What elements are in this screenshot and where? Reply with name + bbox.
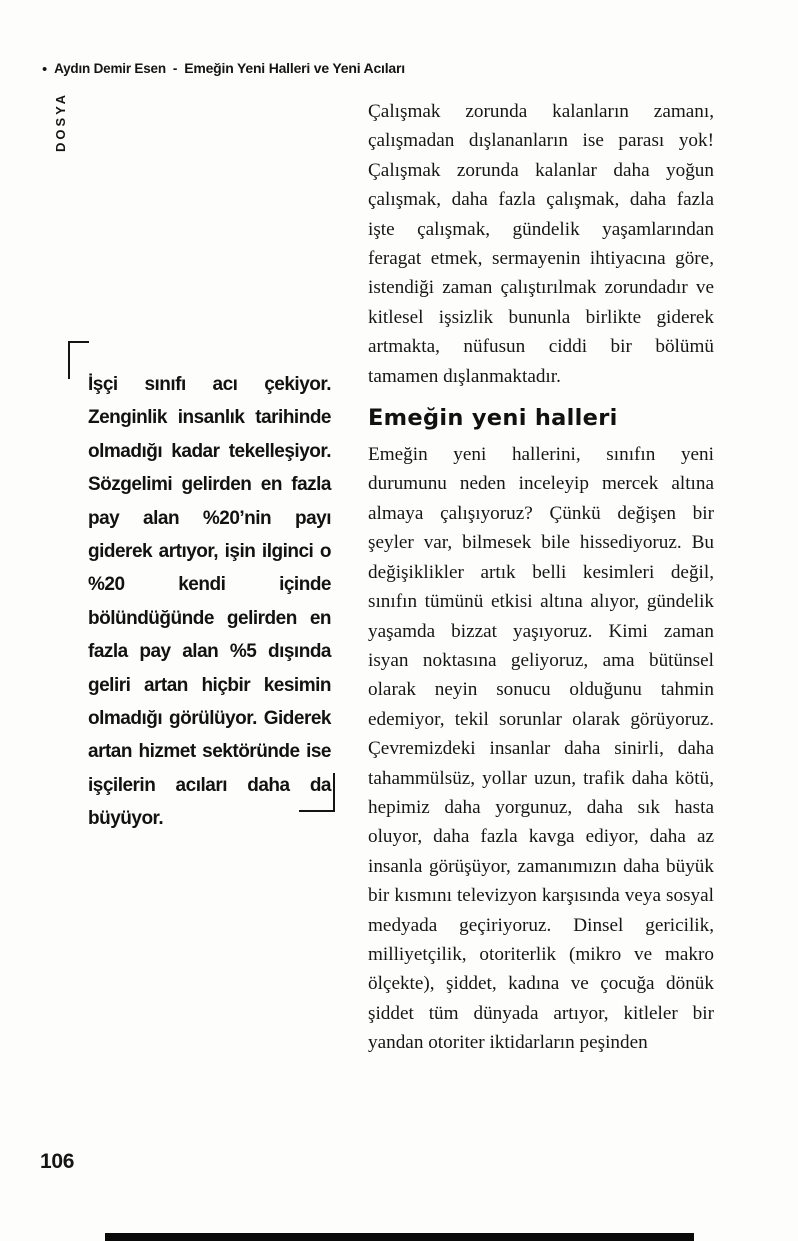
body-paragraph-2: Emeğin yeni hallerini, sınıfın yeni durumunu neden inceleyip mercek altına almaya çalışıyoruz? Çünkü değişen bir şeyler var, bilmesek bile hissediyoruz. Bu değişiklikler artık belli kesimleri değil, sınıfın tümünü etkisi altına alıyor, gündelik yaşamda bizzat yaşıyoruz. Kimi zaman isyan noktasına geliyoruz, ama bütünsel olarak neyin sonucu olduğunu tahmin edemiyor, tekil sorunlar olarak görüyoruz. Çevremizdeki insanlar daha sinirli, daha tahammülsüz, yollar uzun, trafik daha kötü, hepimiz daha yorgunuz, daha sık hasta oluyor, daha fazla kavga ediyor, daha az insanla görüşüyor, zamanımızın daha büyük bir kısmını televizyon karşısında veya sosyal medyada geçiriyoruz. Dinsel gericilik, milliyetçilik, otoriterlik (mikro ve makro ölçekte), şiddet, kadına ve çocuğa dönük şiddet tüm dünyada artıyor, kitleler bir yandan otoriter iktidarların peşinden [368, 444, 714, 1054]
section-label-dosya: DOSYA [53, 92, 68, 153]
header-separator: - [172, 61, 178, 76]
header-article-title: Emeğin Yeni Halleri ve Yeni Acıları [184, 60, 405, 76]
quote-corner-top-left [68, 341, 89, 379]
body-column [368, 97, 714, 1058]
quote-corner-bottom-right [299, 773, 335, 812]
pull-quote: İşçi sınıfı acı çekiyor. Zenginlik insanlık tarihinde olmadığı kadar tekelleşiyor. Sözgelimi gelirden en fazla pay alan %20’nin payı giderek artıyor, işin ilginci o %20 kendi içinde bölündüğünde gelirden en fazla pay alan %5 dışında geliri artan hiçbir kesimin olmadığı görülüyor. Giderek artan hizmet sektöründe ise işçilerin acıları daha da büyüyor. [88, 374, 331, 830]
bottom-bar [105, 1233, 694, 1241]
header-bullet-icon: • [42, 61, 48, 78]
section-heading: Emeğin yeni halleri [368, 405, 618, 432]
body-paragraph-1: Çalışmak zorunda kalanların zamanı, çalışmadan dışlananların ise parası yok! Çalışmak zorunda kalanlar daha yoğun çalışmak, daha fazla çalışmak, daha fazla işte çalışmak, gündelik yaşamlarından feragat etmek, sermayenin ihtiyacına göre, istendiği zaman çalıştırılmak zorundadır ve kitlesel işsizlik bununla birlikte giderek artmakta, nüfusun ciddi bir bölümü tamamen dışlanmaktadır. [368, 101, 714, 387]
header-author: Aydın Demir Esen [54, 61, 166, 76]
page-number: 106 [40, 1150, 75, 1173]
page-header [42, 60, 405, 76]
